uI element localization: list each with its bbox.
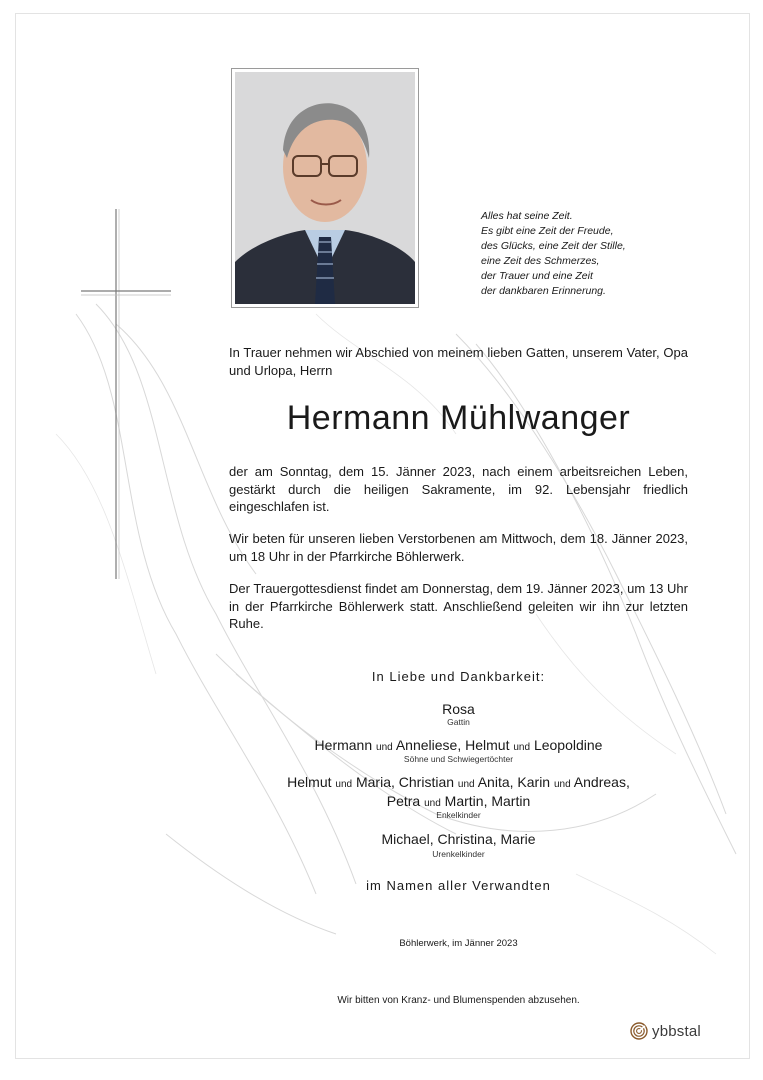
family-name: Leopoldine xyxy=(533,737,603,753)
connector-word: und xyxy=(553,779,571,790)
cross-icon xyxy=(81,209,171,579)
deceased-name: Hermann Mühlwanger xyxy=(286,399,631,437)
children-role: Söhne und Schwiegertöchter xyxy=(403,754,514,764)
portrait-photo xyxy=(231,68,419,308)
intro-text: In Trauer nehmen wir Abschied von meinem lieben Gatten, unserem Vater, Opa und Urlopa, Herrn xyxy=(229,345,688,378)
connector-word: und xyxy=(376,742,393,753)
grandchildren-names-line1 xyxy=(229,774,688,793)
family-name: Petra xyxy=(386,793,421,809)
obituary-page xyxy=(15,13,750,1059)
quote-line: des Glücks, eine Zeit der Stille, xyxy=(481,240,626,252)
grandchildren-role: Enkelkinder xyxy=(436,810,481,820)
family-name: Anneliese, Helmut xyxy=(395,737,510,753)
family-name: Hermann xyxy=(314,737,373,753)
connector-word: und xyxy=(335,779,353,790)
spouse-name: Rosa xyxy=(442,701,475,717)
in-love-heading: In Liebe und Dankbarkeit: xyxy=(371,669,546,684)
quote-line: Es gibt eine Zeit der Freude, xyxy=(481,225,614,237)
family-name: Anita, Karin xyxy=(477,774,551,790)
quote-poem xyxy=(481,209,691,299)
family-name: Martin, Martin xyxy=(444,793,531,809)
ybbstal-logo xyxy=(630,1021,701,1041)
family-name: Andreas, xyxy=(573,774,630,790)
quote-line: der Trauer und eine Zeit xyxy=(481,270,593,282)
donation-note: Wir bitten von Kranz- und Blumenspenden abzusehen. xyxy=(337,995,580,1006)
tree-ring-icon xyxy=(630,1022,648,1040)
family-name: Maria, Christian xyxy=(355,774,455,790)
family-name: Helmut xyxy=(287,774,332,790)
connector-word: und xyxy=(513,742,531,753)
death-paragraph: der am Sonntag, dem 15. Jänner 2023, nach einem arbeitsreichen Leben, gestärkt durch die heiligen Sakramente, im 92. Lebensjahr friedlich eingeschlafen ist. xyxy=(229,464,688,514)
great-grandchildren-role: Urenkelkinder xyxy=(432,849,485,859)
quote-line: der dankbaren Erinnerung. xyxy=(481,285,606,297)
place-date: Böhlerwerk, im Jänner 2023 xyxy=(399,938,518,949)
funeral-paragraph: Der Trauergottesdienst findet am Donnerstag, dem 19. Jänner 2023, um 13 Uhr in der Pfarrkirche Böhlerwerk statt. Anschließend geleiten wir ihn zur letzten Ruhe. xyxy=(229,581,688,631)
connector-word: und xyxy=(457,779,475,790)
quote-line: eine Zeit des Schmerzes, xyxy=(481,255,600,267)
portrait-image xyxy=(235,72,415,304)
spouse-role: Gattin xyxy=(447,717,470,727)
quote-line: Alles hat seine Zeit. xyxy=(481,210,573,222)
relatives-line: im Namen aller Verwandten xyxy=(366,878,551,893)
logo-text: ybbstal xyxy=(652,1022,701,1040)
connector-word: und xyxy=(424,798,441,809)
prayer-paragraph: Wir beten für unseren lieben Verstorbenen am Mittwoch, dem 18. Jänner 2023, um 18 Uhr in der Pfarrkirche Böhlerwerk. xyxy=(229,531,688,564)
great-grandchildren-names: Michael, Christina, Marie xyxy=(381,831,536,847)
